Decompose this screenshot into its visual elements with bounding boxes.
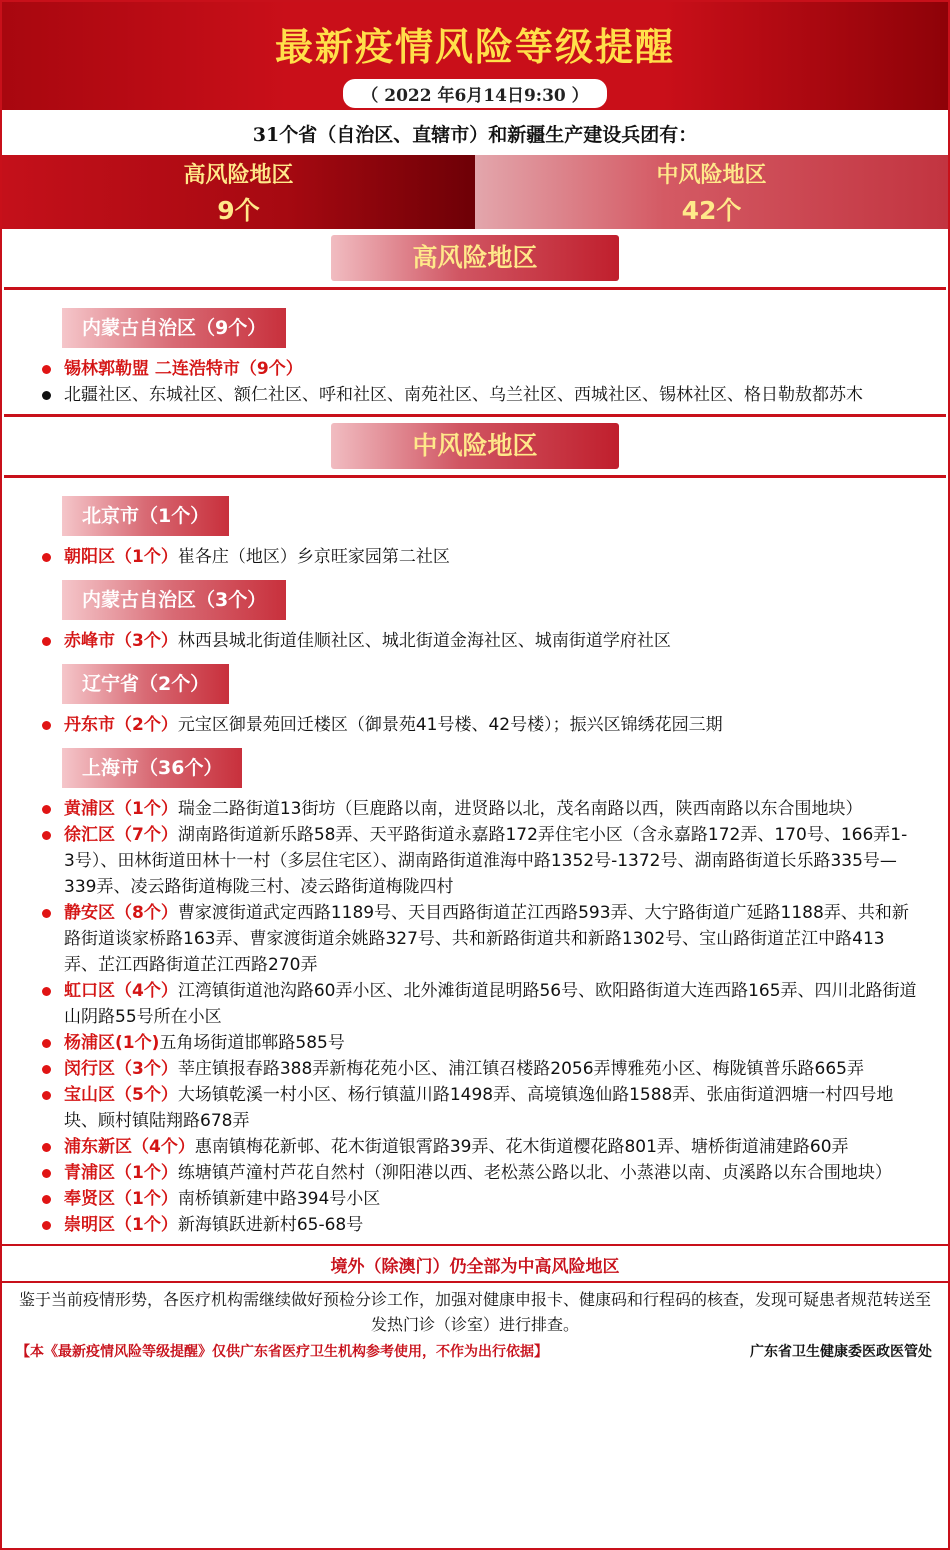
- area-detail: 瑞金二路街道13街坊（巨鹿路以南，进贤路以北，茂名南路以西，陕西南路以东合围地块）: [177, 799, 863, 819]
- high-risk-stat: [2, 155, 475, 229]
- province-label: 内蒙古自治区（9个）: [62, 308, 286, 348]
- district-label: 浦东新区（4个）: [64, 1137, 195, 1157]
- summary-heading: 31个省（自治区、直辖市）和新疆生产建设兵团有：: [252, 124, 698, 146]
- mid-risk-stat: [475, 155, 948, 229]
- area-detail: 湖南路街道新乐路58弄、天平路街道永嘉路172弄住宅小区（含永嘉路172弄、170号、166弄1-3号）、田林街道田林十一村（多层住宅区）、湖南路街道淮海中路1352号-1372号、湖南路街道长乐路335号—339弄、凌云路街道梅陇三村、凌云路街道梅陇四村: [64, 825, 908, 897]
- bullet-icon: [42, 1221, 51, 1230]
- province-label: 内蒙古自治区（3个）: [62, 580, 286, 620]
- district-label: 虹口区（4个）: [64, 981, 178, 1001]
- bullet-icon: [42, 1195, 51, 1204]
- mid-risk-section-title: 中风险地区: [331, 423, 619, 469]
- page-title: 最新疫情风险等级提醒: [274, 24, 675, 69]
- list-item: [42, 1186, 918, 1212]
- disclaimer: 【本《最新疫情风险等级提醒》仅供广东省医疗卫生机构参考使用，不作为出行依据】: [16, 1344, 548, 1360]
- district-label: 黄浦区（1个）: [64, 799, 178, 819]
- area-detail: 五角场街道邯郸路585号: [159, 1033, 345, 1053]
- area-detail: 练塘镇芦潼村芦花自然村（泖阳港以西、老松蒸公路以北、小蒸港以南、贞溪路以东合围地块）: [177, 1163, 892, 1183]
- area-detail: 北疆社区、东城社区、额仁社区、呼和社区、南苑社区、乌兰社区、西城社区、锡林社区、格日勒敖都苏木: [64, 385, 863, 405]
- mid-risk-band-wrap: [2, 417, 948, 475]
- district-label: 青浦区（1个）: [64, 1163, 178, 1183]
- district-label: 崇明区（1个）: [64, 1215, 178, 1235]
- footer: [2, 1339, 948, 1361]
- list-item: [42, 822, 918, 900]
- list-item: [42, 978, 918, 1030]
- district-label: 徐汇区（7个）: [64, 825, 178, 845]
- notice-text: 鉴于当前疫情形势，各医疗机构需继续做好预检分诊工作，加强对健康申报卡、健康码和行程码的核查，发现可疑患者规范转送至发热门诊（诊室）进行排查。: [2, 1281, 948, 1339]
- list-item: [42, 1056, 918, 1082]
- bullet-icon: [42, 831, 51, 840]
- district-label: 静安区（8个）: [64, 903, 178, 923]
- list-item: [42, 1160, 918, 1186]
- bullet-icon: [42, 391, 51, 400]
- overseas-note: 境外（除澳门）仍全部为中高风险地区: [2, 1244, 948, 1281]
- list-item: [42, 628, 918, 654]
- area-detail: 惠南镇梅花新邨、花木街道银霄路39弄、花木街道樱花路801弄、塘桥街道浦建路60弄: [194, 1137, 849, 1157]
- mid-risk-section: [2, 478, 948, 1244]
- area-detail: 元宝区御景苑回迁楼区（御景苑41号楼、42号楼）；振兴区锦绣花园三期: [177, 715, 723, 735]
- province-label: 辽宁省（2个）: [62, 664, 229, 704]
- district-label: 奉贤区（1个）: [64, 1189, 178, 1209]
- issuer: 广东省卫生健康委医政医管处: [750, 1344, 932, 1360]
- district-label: 宝山区（5个）: [64, 1085, 178, 1105]
- list-item: [42, 356, 918, 382]
- area-detail: 曹家渡街道武定西路1189号、天目西路街道芷江西路593弄、大宁路街道广延路1188弄、共和新路街道谈家桥路163弄、曹家渡街道余姚路327号、共和新路街道共和新路1302号、宝山路街道芷江中路413弄、芷江西路街道芷江西路270弄: [64, 903, 909, 975]
- list-item: [42, 382, 918, 408]
- list-item: [42, 544, 918, 570]
- bullet-icon: [42, 365, 51, 374]
- bullet-icon: [42, 721, 51, 730]
- bullet-icon: [42, 1143, 51, 1152]
- update-time: （ 2022 年6月14日9:30 ）: [343, 79, 606, 108]
- area-detail: 南桥镇新建中路394号小区: [177, 1189, 381, 1209]
- area-detail: 林西县城北街道佳顺社区、城北街道金海社区、城南街道学府社区: [177, 631, 671, 651]
- risk-stats: [2, 155, 948, 229]
- header-banner: [2, 2, 948, 110]
- bullet-icon: [42, 987, 51, 996]
- high-risk-count: 9个: [217, 195, 260, 225]
- high-risk-label: 高风险地区: [183, 162, 294, 188]
- mid-risk-label: 中风险地区: [656, 162, 767, 188]
- bullet-icon: [42, 553, 51, 562]
- list-item: [42, 1030, 918, 1056]
- area-detail: 大场镇乾溪一村小区、杨行镇蕰川路1498弄、高境镇逸仙路1588弄、张庙街道泗塘一村四号地块、顾村镇陆翔路678弄: [64, 1085, 894, 1131]
- area-detail: 新海镇跃进新村65-68号: [177, 1215, 364, 1235]
- district-label: 闵行区（3个）: [64, 1059, 178, 1079]
- bullet-icon: [42, 1091, 51, 1100]
- high-risk-section-title: 高风险地区: [331, 235, 619, 281]
- province-label: 北京市（1个）: [62, 496, 229, 536]
- list-item: [42, 1082, 918, 1134]
- list-item: [42, 796, 918, 822]
- high-risk-band-wrap: [2, 229, 948, 287]
- bullet-icon: [42, 909, 51, 918]
- province-label: 上海市（36个）: [62, 748, 242, 788]
- district-label: 丹东市（2个）: [64, 715, 178, 735]
- area-detail: 崔各庄（地区）乡京旺家园第二社区: [177, 547, 450, 567]
- bullet-icon: [42, 1039, 51, 1048]
- list-item: [42, 1134, 918, 1160]
- list-item: [42, 1212, 918, 1238]
- district-label: 赤峰市（3个）: [64, 631, 178, 651]
- high-risk-section: [2, 290, 948, 414]
- list-item: [42, 712, 918, 738]
- area-detail: 莘庄镇报春路388弄新梅花苑小区、浦江镇召楼路2056弄博雅苑小区、梅陇镇普乐路665弄: [177, 1059, 865, 1079]
- area-detail: 江湾镇街道池沟路60弄小区、北外滩街道昆明路56号、欧阳路街道大连西路165弄、四川北路街道山阴路55号所在小区: [64, 981, 917, 1027]
- bullet-icon: [42, 805, 51, 814]
- district-label: 杨浦区(1个): [64, 1033, 160, 1053]
- bullet-icon: [42, 637, 51, 646]
- district-label: 朝阳区（1个）: [64, 547, 178, 567]
- city-label: 锡林郭勒盟 二连浩特市（9个）: [64, 359, 303, 379]
- bullet-icon: [42, 1065, 51, 1074]
- mid-risk-count: 42个: [681, 195, 742, 225]
- list-item: [42, 900, 918, 978]
- bullet-icon: [42, 1169, 51, 1178]
